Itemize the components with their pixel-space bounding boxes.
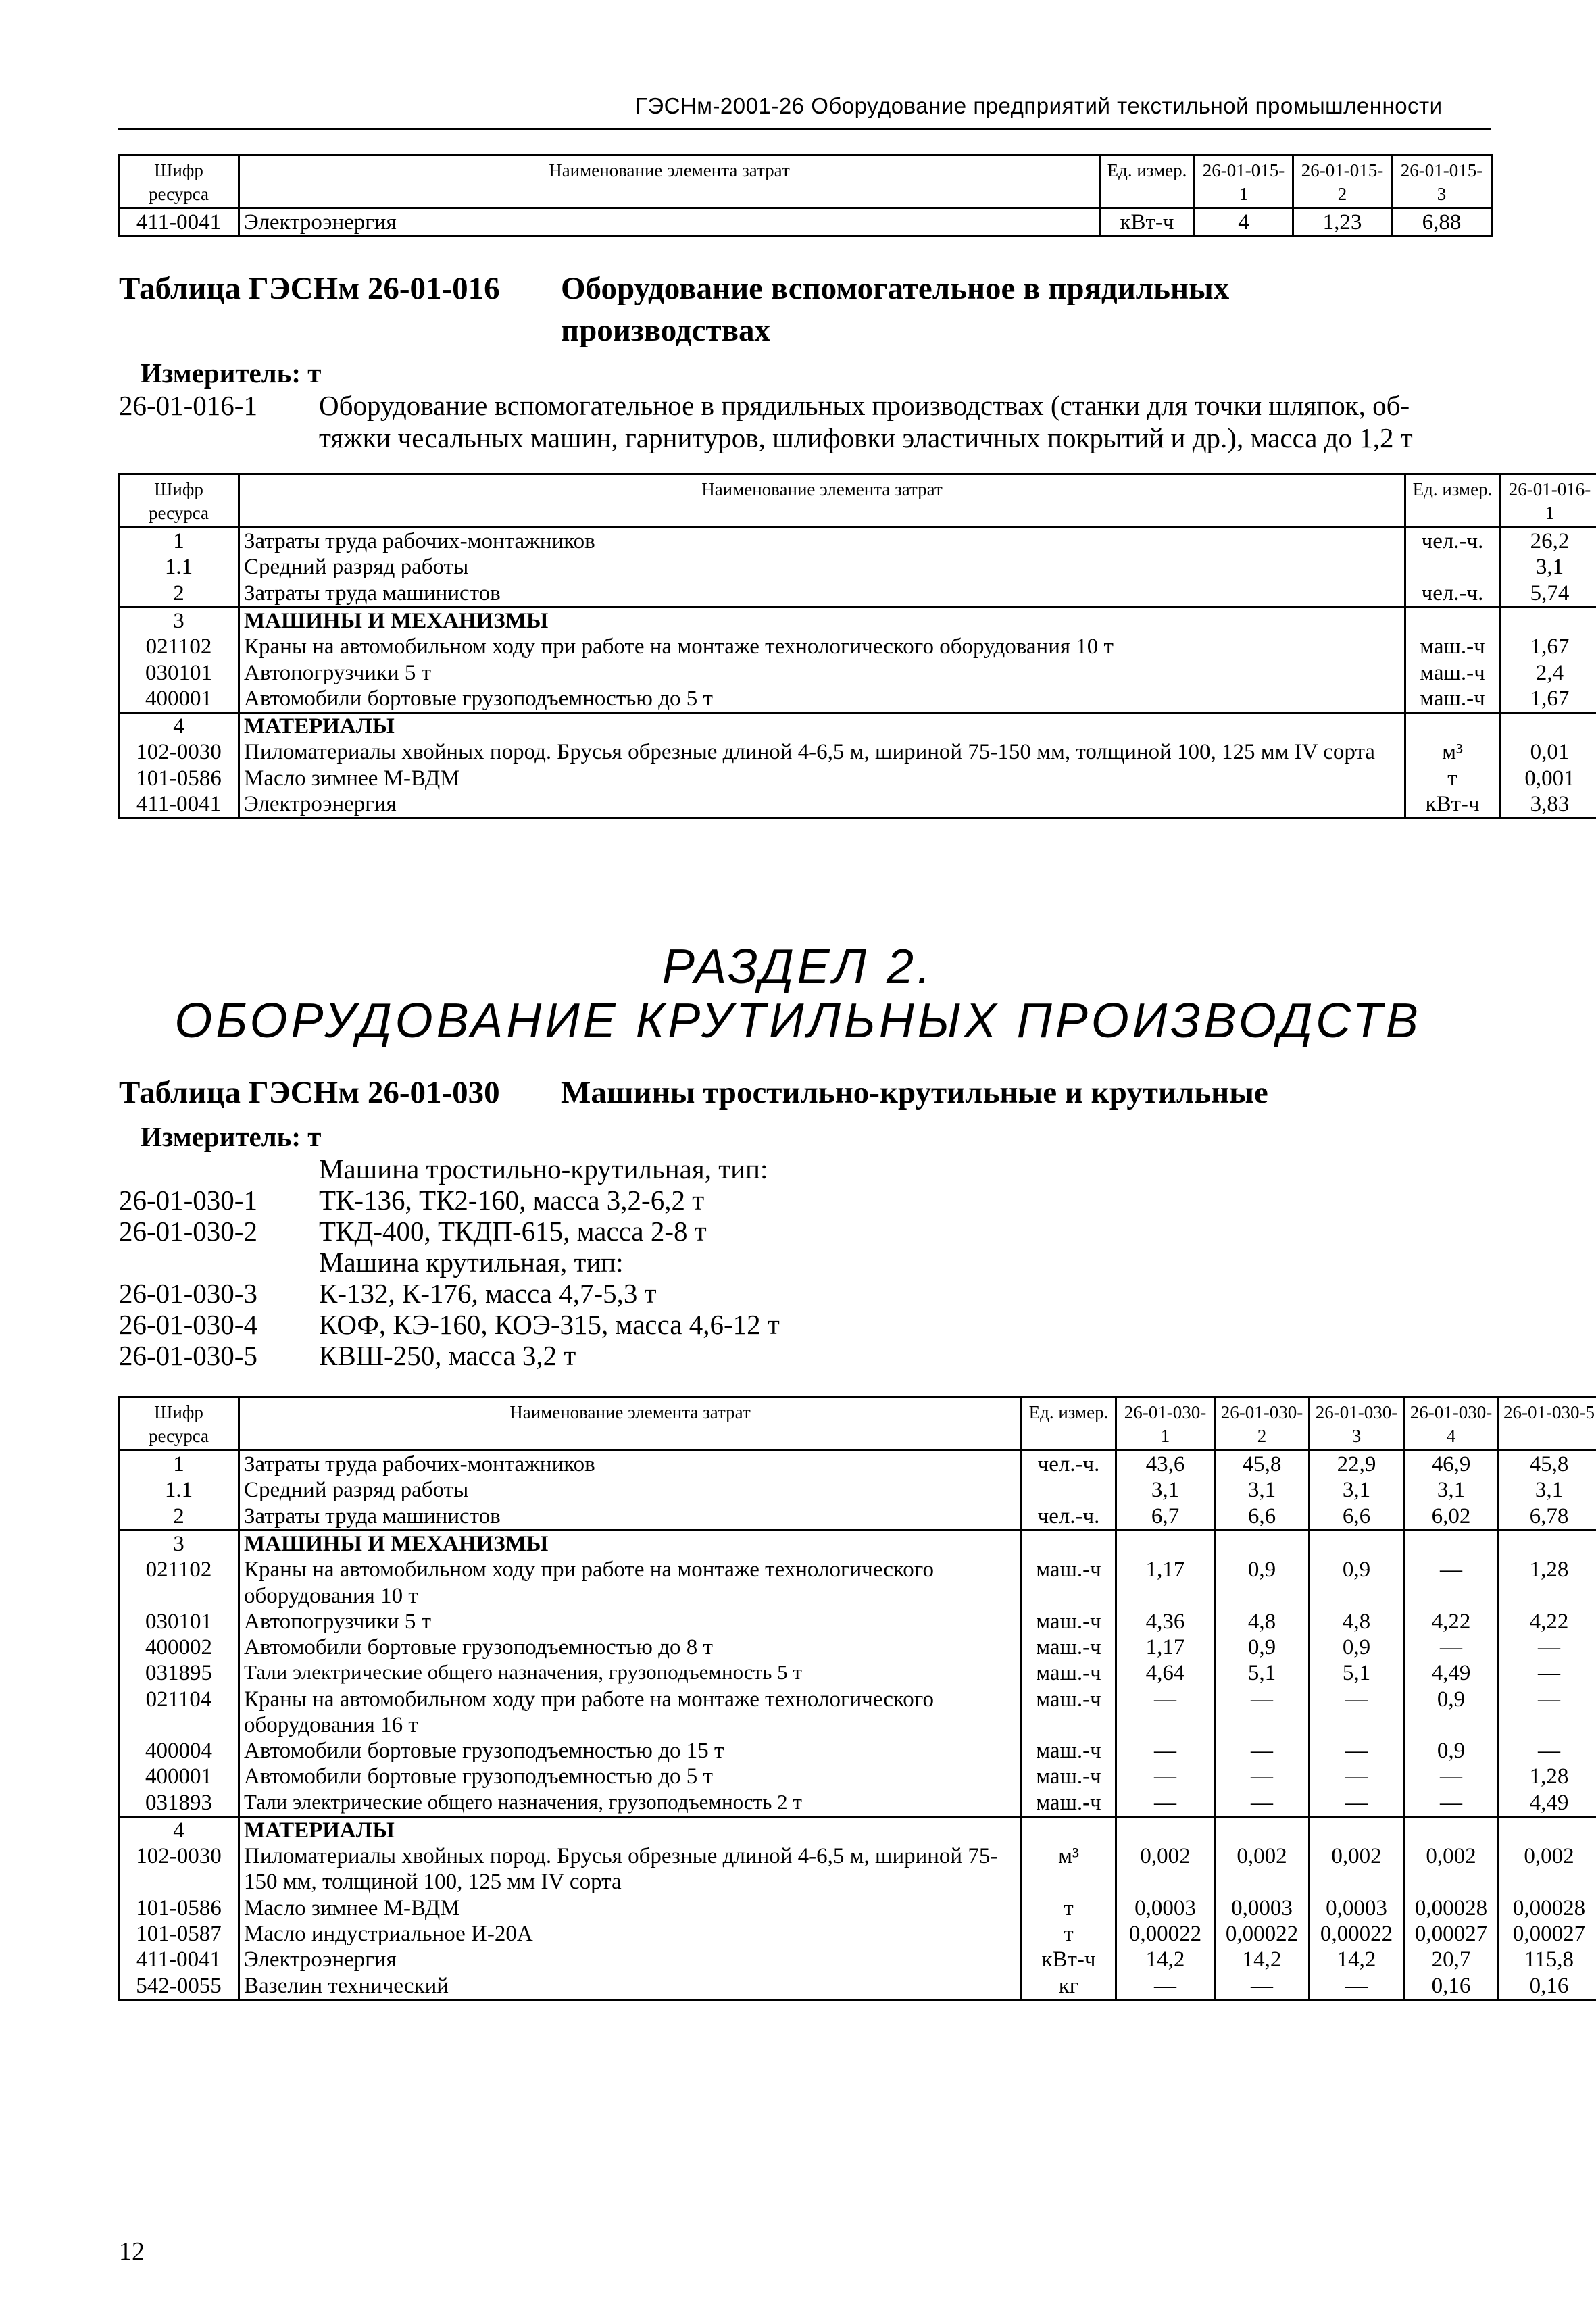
table-cell: 411-0041 bbox=[119, 1947, 239, 1972]
table-row bbox=[119, 1921, 1596, 1947]
table-cell: — bbox=[1404, 1764, 1499, 1789]
col-code: Шифр ресурса bbox=[119, 155, 239, 209]
table-cell: — bbox=[1116, 1738, 1215, 1764]
table-cell: 6,88 bbox=[1392, 209, 1492, 237]
table-cell: кВт-ч bbox=[1405, 791, 1500, 818]
table-cell: 400001 bbox=[119, 686, 239, 713]
table-cell: 0,9 bbox=[1404, 1738, 1499, 1764]
table-cell: Автомобили бортовые грузоподъемностью до 15 т bbox=[239, 1738, 1022, 1764]
table-cell: 4,36 bbox=[1116, 1609, 1215, 1635]
table-cell: 2 bbox=[119, 580, 239, 607]
table-cell: 26-01-030-3 bbox=[1310, 1397, 1404, 1451]
table-cell: 0,0003 bbox=[1310, 1895, 1404, 1921]
table-cell: Масло зимнее М-ВДМ bbox=[239, 766, 1405, 791]
table-cell: 6,6 bbox=[1215, 1503, 1310, 1530]
table-cell: Краны на автомобильном ходу при работе на монтаже технологического оборудования 10 т bbox=[239, 1557, 1022, 1609]
table-cell: Краны на автомобильном ходу при работе на монтаже технологического оборудования 10 т bbox=[239, 634, 1405, 659]
table-cell: маш.-ч bbox=[1022, 1609, 1116, 1635]
table-cell: 3,83 bbox=[1500, 791, 1596, 818]
item-030-3-text: К-132, К-176, масса 4,7-5,3 т bbox=[319, 1278, 657, 1309]
table-cell: 1,17 bbox=[1116, 1635, 1215, 1660]
table-row bbox=[119, 791, 1596, 818]
table-cell: 4 bbox=[119, 713, 239, 740]
table-cell: — bbox=[1215, 1790, 1310, 1817]
table-cell: Пиломатериалы хвойных пород. Брусья обрезные длиной 4-6,5 м, шириной 75-150 мм, толщиной 100, 125 мм IV сорта bbox=[239, 739, 1405, 765]
item-030-4-code: 26-01-030-4 bbox=[119, 1309, 257, 1340]
table-cell: маш.-ч bbox=[1022, 1738, 1116, 1764]
table-cell: Краны на автомобильном ходу при работе на монтаже технологического оборудования 16 т bbox=[239, 1687, 1022, 1739]
col-name: Наименование элемента затрат bbox=[239, 155, 1100, 209]
table-cell: 030101 bbox=[119, 660, 239, 686]
table-row bbox=[119, 634, 1596, 659]
table-cell: 021102 bbox=[119, 1557, 239, 1609]
table-cell: 400001 bbox=[119, 1764, 239, 1789]
table-cell bbox=[1022, 1477, 1116, 1503]
table-cell: Средний разряд работы bbox=[239, 554, 1405, 580]
table-cell: 031893 bbox=[119, 1790, 239, 1817]
table-row bbox=[119, 1503, 1596, 1530]
table-cell: 45,8 bbox=[1499, 1451, 1596, 1478]
table-016-title: Оборудование вспомогательное в прядильных bbox=[561, 271, 1230, 306]
table-cell: 0,9 bbox=[1404, 1687, 1499, 1739]
table-cell: 45,8 bbox=[1215, 1451, 1310, 1478]
table-cell: 5,74 bbox=[1500, 580, 1596, 607]
table-cell: 1,28 bbox=[1499, 1764, 1596, 1789]
table-cell: Шифр ресурса bbox=[119, 1397, 239, 1451]
table-cell: чел.-ч. bbox=[1022, 1451, 1116, 1478]
item-group-1: Машина тростильно-крутильная, тип: bbox=[319, 1153, 768, 1185]
table-cell: м³ bbox=[1022, 1843, 1116, 1895]
table-row bbox=[119, 1947, 1596, 1972]
item-016-1-code: 26-01-016-1 bbox=[119, 390, 257, 421]
table-cell: — bbox=[1310, 1687, 1404, 1739]
table-row bbox=[119, 1790, 1596, 1817]
table-cell: Масло индустриальное И-20А bbox=[239, 1921, 1022, 1947]
running-header: ГЭСНм-2001-26 Оборудование предприятий текстильной промышленности bbox=[635, 93, 1443, 118]
table-cell: маш.-ч bbox=[1022, 1687, 1116, 1739]
table-cell: маш.-ч bbox=[1405, 634, 1500, 659]
table-cell: Вазелин технический bbox=[239, 1973, 1022, 2000]
table-cell: 1,28 bbox=[1499, 1557, 1596, 1609]
table-row bbox=[119, 1451, 1596, 1478]
table-cell: 1,17 bbox=[1116, 1557, 1215, 1609]
table-016-code: Таблица ГЭСНм 26-01-016 bbox=[119, 271, 500, 306]
table-cell: 030101 bbox=[119, 1609, 239, 1635]
table-row bbox=[119, 739, 1596, 765]
table-cell: Ед. измер. bbox=[1405, 474, 1500, 528]
table-cell: — bbox=[1116, 1973, 1215, 2000]
table-cell: 102-0030 bbox=[119, 739, 239, 765]
table-header-row bbox=[119, 474, 1596, 528]
table-cell: 542-0055 bbox=[119, 1973, 239, 2000]
table-cell: 0,9 bbox=[1310, 1635, 1404, 1660]
table-cell: МАТЕРИАЛЫ bbox=[239, 1816, 1022, 1843]
table-row bbox=[119, 554, 1596, 580]
table-cell: чел.-ч. bbox=[1022, 1503, 1116, 1530]
table-cell: 4 bbox=[1195, 209, 1293, 237]
item-016-1-text: Оборудование вспомогательное в прядильных производствах (станки для точки шляпок, об- bbox=[319, 390, 1410, 421]
col-015-1: 26-01-015-1 bbox=[1195, 155, 1293, 209]
table-cell: — bbox=[1310, 1973, 1404, 2000]
table-cell: Автопогрузчики 5 т bbox=[239, 1609, 1022, 1635]
table-cell: МАШИНЫ И МЕХАНИЗМЫ bbox=[239, 1530, 1022, 1557]
table-cell: 3,1 bbox=[1499, 1477, 1596, 1503]
table-cell: Ед. измер. bbox=[1022, 1397, 1116, 1451]
table-cell: 6,6 bbox=[1310, 1503, 1404, 1530]
table-cell: — bbox=[1116, 1687, 1215, 1739]
table-cell: маш.-ч bbox=[1022, 1557, 1116, 1609]
table-row bbox=[119, 686, 1596, 713]
table-cell: — bbox=[1116, 1790, 1215, 1817]
table-section-row bbox=[119, 713, 1596, 740]
table-cell: — bbox=[1499, 1660, 1596, 1686]
table-cell: 1 bbox=[119, 1451, 239, 1478]
table-cell: Электроэнергия bbox=[239, 791, 1405, 818]
table-section-row bbox=[119, 1530, 1596, 1557]
page-number: 12 bbox=[119, 2237, 145, 2266]
table-cell: т bbox=[1022, 1895, 1116, 1921]
item-030-4-text: КОФ, КЭ-160, КОЭ-315, масса 4,6-12 т bbox=[319, 1309, 780, 1340]
section-heading-2: ОБОРУДОВАНИЕ КРУТИЛЬНЫХ ПРОИЗВОДСТВ bbox=[174, 994, 1422, 1048]
table-cell: 0,0003 bbox=[1116, 1895, 1215, 1921]
table-cell: 3,1 bbox=[1215, 1477, 1310, 1503]
section-heading: РАЗДЕЛ 2. bbox=[662, 940, 934, 994]
col-015-2: 26-01-015-2 bbox=[1293, 155, 1392, 209]
header-rule bbox=[118, 128, 1491, 130]
item-030-2-code: 26-01-030-2 bbox=[119, 1216, 257, 1247]
table-row bbox=[119, 1687, 1596, 1739]
table-cell: 3 bbox=[119, 1530, 239, 1557]
col-unit: Ед. измер. bbox=[1100, 155, 1195, 209]
table-cell: 0,002 bbox=[1499, 1843, 1596, 1895]
table-cell: кВт-ч bbox=[1100, 209, 1195, 237]
table-016 bbox=[118, 473, 1596, 819]
item-030-1-text: ТК-136, ТК2-160, масса 3,2-6,2 т bbox=[319, 1185, 705, 1216]
table-cell: 0,002 bbox=[1116, 1843, 1215, 1895]
table-cell: чел.-ч. bbox=[1405, 528, 1500, 555]
table-cell: — bbox=[1310, 1738, 1404, 1764]
table-cell: 0,00022 bbox=[1116, 1921, 1215, 1947]
table-cell: Наименование элемента затрат bbox=[239, 474, 1405, 528]
table-cell: 6,02 bbox=[1404, 1503, 1499, 1530]
table-cell: 14,2 bbox=[1310, 1947, 1404, 1972]
table-cell: 0,0003 bbox=[1215, 1895, 1310, 1921]
table-cell: 101-0586 bbox=[119, 1895, 239, 1921]
col-015-3: 26-01-015-3 bbox=[1392, 155, 1492, 209]
table-cell: чел.-ч. bbox=[1405, 580, 1500, 607]
table-cell: 43,6 bbox=[1116, 1451, 1215, 1478]
item-030-1-code: 26-01-030-1 bbox=[119, 1185, 257, 1216]
table-cell: 26-01-030-1 bbox=[1116, 1397, 1215, 1451]
table-cell: м³ bbox=[1405, 739, 1500, 765]
table-cell: 102-0030 bbox=[119, 1843, 239, 1895]
table-cell: Автомобили бортовые грузоподъемностью до 8 т bbox=[239, 1635, 1022, 1660]
table-cell: 0,16 bbox=[1404, 1973, 1499, 2000]
table-cell: — bbox=[1499, 1738, 1596, 1764]
table-cell: 0,00027 bbox=[1499, 1921, 1596, 1947]
table-cell: 411-0041 bbox=[119, 209, 239, 237]
table-cell: 031895 bbox=[119, 1660, 239, 1686]
table-030-measure: Измеритель: т bbox=[141, 1121, 322, 1152]
table-row bbox=[119, 1635, 1596, 1660]
table-cell: 3,1 bbox=[1310, 1477, 1404, 1503]
table-cell: Электроэнергия bbox=[239, 209, 1100, 237]
table-cell: 400002 bbox=[119, 1635, 239, 1660]
table-cell: — bbox=[1215, 1764, 1310, 1789]
table-cell: 0,16 bbox=[1499, 1973, 1596, 2000]
table-015-continuation bbox=[118, 154, 1493, 237]
table-section-row bbox=[119, 607, 1596, 634]
table-cell: маш.-ч bbox=[1405, 686, 1500, 713]
table-cell: Автомобили бортовые грузоподъемностью до 5 т bbox=[239, 686, 1405, 713]
table-row bbox=[119, 1660, 1596, 1686]
table-cell: Затраты труда рабочих-монтажников bbox=[239, 528, 1405, 555]
table-cell: маш.-ч bbox=[1022, 1660, 1116, 1686]
table-cell: 5,1 bbox=[1310, 1660, 1404, 1686]
item-030-5-text: КВШ-250, масса 3,2 т bbox=[319, 1340, 576, 1371]
table-cell: 0,01 bbox=[1500, 739, 1596, 765]
table-cell: 4,8 bbox=[1215, 1609, 1310, 1635]
table-cell: Средний разряд работы bbox=[239, 1477, 1022, 1503]
table-cell: маш.-ч bbox=[1022, 1790, 1116, 1817]
table-cell: Автопогрузчики 5 т bbox=[239, 660, 1405, 686]
table-cell: 6,78 bbox=[1499, 1503, 1596, 1530]
item-030-3-code: 26-01-030-3 bbox=[119, 1278, 257, 1309]
table-cell: 0,00022 bbox=[1215, 1921, 1310, 1947]
table-030-code: Таблица ГЭСНм 26-01-030 bbox=[119, 1075, 500, 1110]
table-cell: кВт-ч bbox=[1022, 1947, 1116, 1972]
table-cell: — bbox=[1310, 1764, 1404, 1789]
table-cell: 6,7 bbox=[1116, 1503, 1215, 1530]
table-cell: 0,00027 bbox=[1404, 1921, 1499, 1947]
table-row bbox=[119, 1557, 1596, 1609]
table-cell: кг bbox=[1022, 1973, 1116, 2000]
table-row bbox=[119, 1738, 1596, 1764]
table-cell: Шифр ресурса bbox=[119, 474, 239, 528]
table-cell: 26-01-030-4 bbox=[1404, 1397, 1499, 1451]
table-row bbox=[119, 1843, 1596, 1895]
table-cell: 26,2 bbox=[1500, 528, 1596, 555]
table-cell: 1,67 bbox=[1500, 634, 1596, 659]
table-row bbox=[119, 660, 1596, 686]
item-016-1-text-2: тяжки чесальных машин, гарнитуров, шлифовки эластичных покрытий и др.), масса до 1,2 т bbox=[319, 422, 1413, 453]
table-cell: т bbox=[1405, 766, 1500, 791]
table-cell: — bbox=[1404, 1790, 1499, 1817]
table-cell: Затраты труда машинистов bbox=[239, 580, 1405, 607]
table-cell: МАШИНЫ И МЕХАНИЗМЫ bbox=[239, 607, 1405, 634]
table-016-title-2: производствах bbox=[561, 313, 770, 348]
table-cell: 0,002 bbox=[1310, 1843, 1404, 1895]
table-cell: — bbox=[1404, 1635, 1499, 1660]
table-cell: 0,00028 bbox=[1404, 1895, 1499, 1921]
table-cell: 4,22 bbox=[1404, 1609, 1499, 1635]
table-cell: 5,1 bbox=[1215, 1660, 1310, 1686]
table-cell: 3,1 bbox=[1116, 1477, 1215, 1503]
table-cell: Электроэнергия bbox=[239, 1947, 1022, 1972]
table-cell: — bbox=[1215, 1738, 1310, 1764]
table-cell: 26-01-016-1 bbox=[1500, 474, 1596, 528]
table-cell: 4,49 bbox=[1499, 1790, 1596, 1817]
table-cell: 22,9 bbox=[1310, 1451, 1404, 1478]
table-cell bbox=[1405, 554, 1500, 580]
table-cell: 4,22 bbox=[1499, 1609, 1596, 1635]
table-cell: 0,002 bbox=[1215, 1843, 1310, 1895]
table-cell: 26-01-030-2 bbox=[1215, 1397, 1310, 1451]
table-cell: Наименование элемента затрат bbox=[239, 1397, 1022, 1451]
table-cell: 1,23 bbox=[1293, 209, 1392, 237]
table-cell: — bbox=[1310, 1790, 1404, 1817]
table-row bbox=[119, 209, 1492, 237]
table-cell: — bbox=[1215, 1973, 1310, 2000]
table-cell: 4,8 bbox=[1310, 1609, 1404, 1635]
table-016-measure: Измеритель: т bbox=[141, 357, 322, 389]
table-cell: 0,9 bbox=[1215, 1635, 1310, 1660]
table-030-title: Машины тростильно-крутильные и крутильные bbox=[561, 1075, 1268, 1110]
table-cell: 4,49 bbox=[1404, 1660, 1499, 1686]
table-cell: Тали электрические общего назначения, грузоподъемность 2 т bbox=[239, 1790, 1022, 1817]
table-row bbox=[119, 1764, 1596, 1789]
table-cell: 0,00022 bbox=[1310, 1921, 1404, 1947]
table-cell: 0,9 bbox=[1215, 1557, 1310, 1609]
table-cell: маш.-ч bbox=[1405, 660, 1500, 686]
table-cell: Тали электрические общего назначения, грузоподъемность 5 т bbox=[239, 1660, 1022, 1686]
table-cell: 021104 bbox=[119, 1687, 239, 1739]
table-cell: 0,001 bbox=[1500, 766, 1596, 791]
table-cell: 4,64 bbox=[1116, 1660, 1215, 1686]
table-cell: Масло зимнее М-ВДМ bbox=[239, 1895, 1022, 1921]
table-row bbox=[119, 1477, 1596, 1503]
table-header-row bbox=[119, 155, 1492, 209]
table-cell: 101-0587 bbox=[119, 1921, 239, 1947]
table-cell: 1,67 bbox=[1500, 686, 1596, 713]
table-cell: 26-01-030-5 bbox=[1499, 1397, 1596, 1451]
table-cell: 1.1 bbox=[119, 554, 239, 580]
table-cell: 115,8 bbox=[1499, 1947, 1596, 1972]
table-cell: МАТЕРИАЛЫ bbox=[239, 713, 1405, 740]
table-cell: 411-0041 bbox=[119, 791, 239, 818]
table-cell: 14,2 bbox=[1215, 1947, 1310, 1972]
table-cell: Автомобили бортовые грузоподъемностью до 5 т bbox=[239, 1764, 1022, 1789]
table-cell: 0,00028 bbox=[1499, 1895, 1596, 1921]
item-group-2: Машина крутильная, тип: bbox=[319, 1247, 624, 1278]
item-030-5-code: 26-01-030-5 bbox=[119, 1340, 257, 1371]
table-row bbox=[119, 528, 1596, 555]
table-cell: Затраты труда машинистов bbox=[239, 1503, 1022, 1530]
table-cell: 4 bbox=[119, 1816, 239, 1843]
table-row bbox=[119, 580, 1596, 607]
table-cell: — bbox=[1215, 1687, 1310, 1739]
table-cell: 46,9 bbox=[1404, 1451, 1499, 1478]
table-row bbox=[119, 1609, 1596, 1635]
table-cell: Пиломатериалы хвойных пород. Брусья обрезные длиной 4-6,5 м, шириной 75-150 мм, толщиной 100, 125 мм IV сорта bbox=[239, 1843, 1022, 1895]
table-cell: 0,002 bbox=[1404, 1843, 1499, 1895]
table-cell: 14,2 bbox=[1116, 1947, 1215, 1972]
item-030-2-text: ТКД-400, ТКДП-615, масса 2-8 т bbox=[319, 1216, 707, 1247]
table-cell: — bbox=[1499, 1687, 1596, 1739]
table-row bbox=[119, 766, 1596, 791]
table-cell: 400004 bbox=[119, 1738, 239, 1764]
table-cell: — bbox=[1499, 1635, 1596, 1660]
table-cell: т bbox=[1022, 1921, 1116, 1947]
table-row bbox=[119, 1973, 1596, 2000]
table-cell: Затраты труда рабочих-монтажников bbox=[239, 1451, 1022, 1478]
table-row bbox=[119, 1895, 1596, 1921]
table-cell: 3,1 bbox=[1404, 1477, 1499, 1503]
table-cell: 1 bbox=[119, 528, 239, 555]
table-cell: 3 bbox=[119, 607, 239, 634]
table-cell: 2 bbox=[119, 1503, 239, 1530]
table-cell: 101-0586 bbox=[119, 766, 239, 791]
table-cell: — bbox=[1116, 1764, 1215, 1789]
table-section-row bbox=[119, 1816, 1596, 1843]
table-030 bbox=[118, 1396, 1596, 2001]
table-cell: маш.-ч bbox=[1022, 1635, 1116, 1660]
table-cell: 20,7 bbox=[1404, 1947, 1499, 1972]
table-cell: 2,4 bbox=[1500, 660, 1596, 686]
table-cell: 1.1 bbox=[119, 1477, 239, 1503]
table-cell: — bbox=[1404, 1557, 1499, 1609]
table-header-row bbox=[119, 1397, 1596, 1451]
table-cell: 3,1 bbox=[1500, 554, 1596, 580]
table-cell: 0,9 bbox=[1310, 1557, 1404, 1609]
table-cell: маш.-ч bbox=[1022, 1764, 1116, 1789]
table-cell: 021102 bbox=[119, 634, 239, 659]
